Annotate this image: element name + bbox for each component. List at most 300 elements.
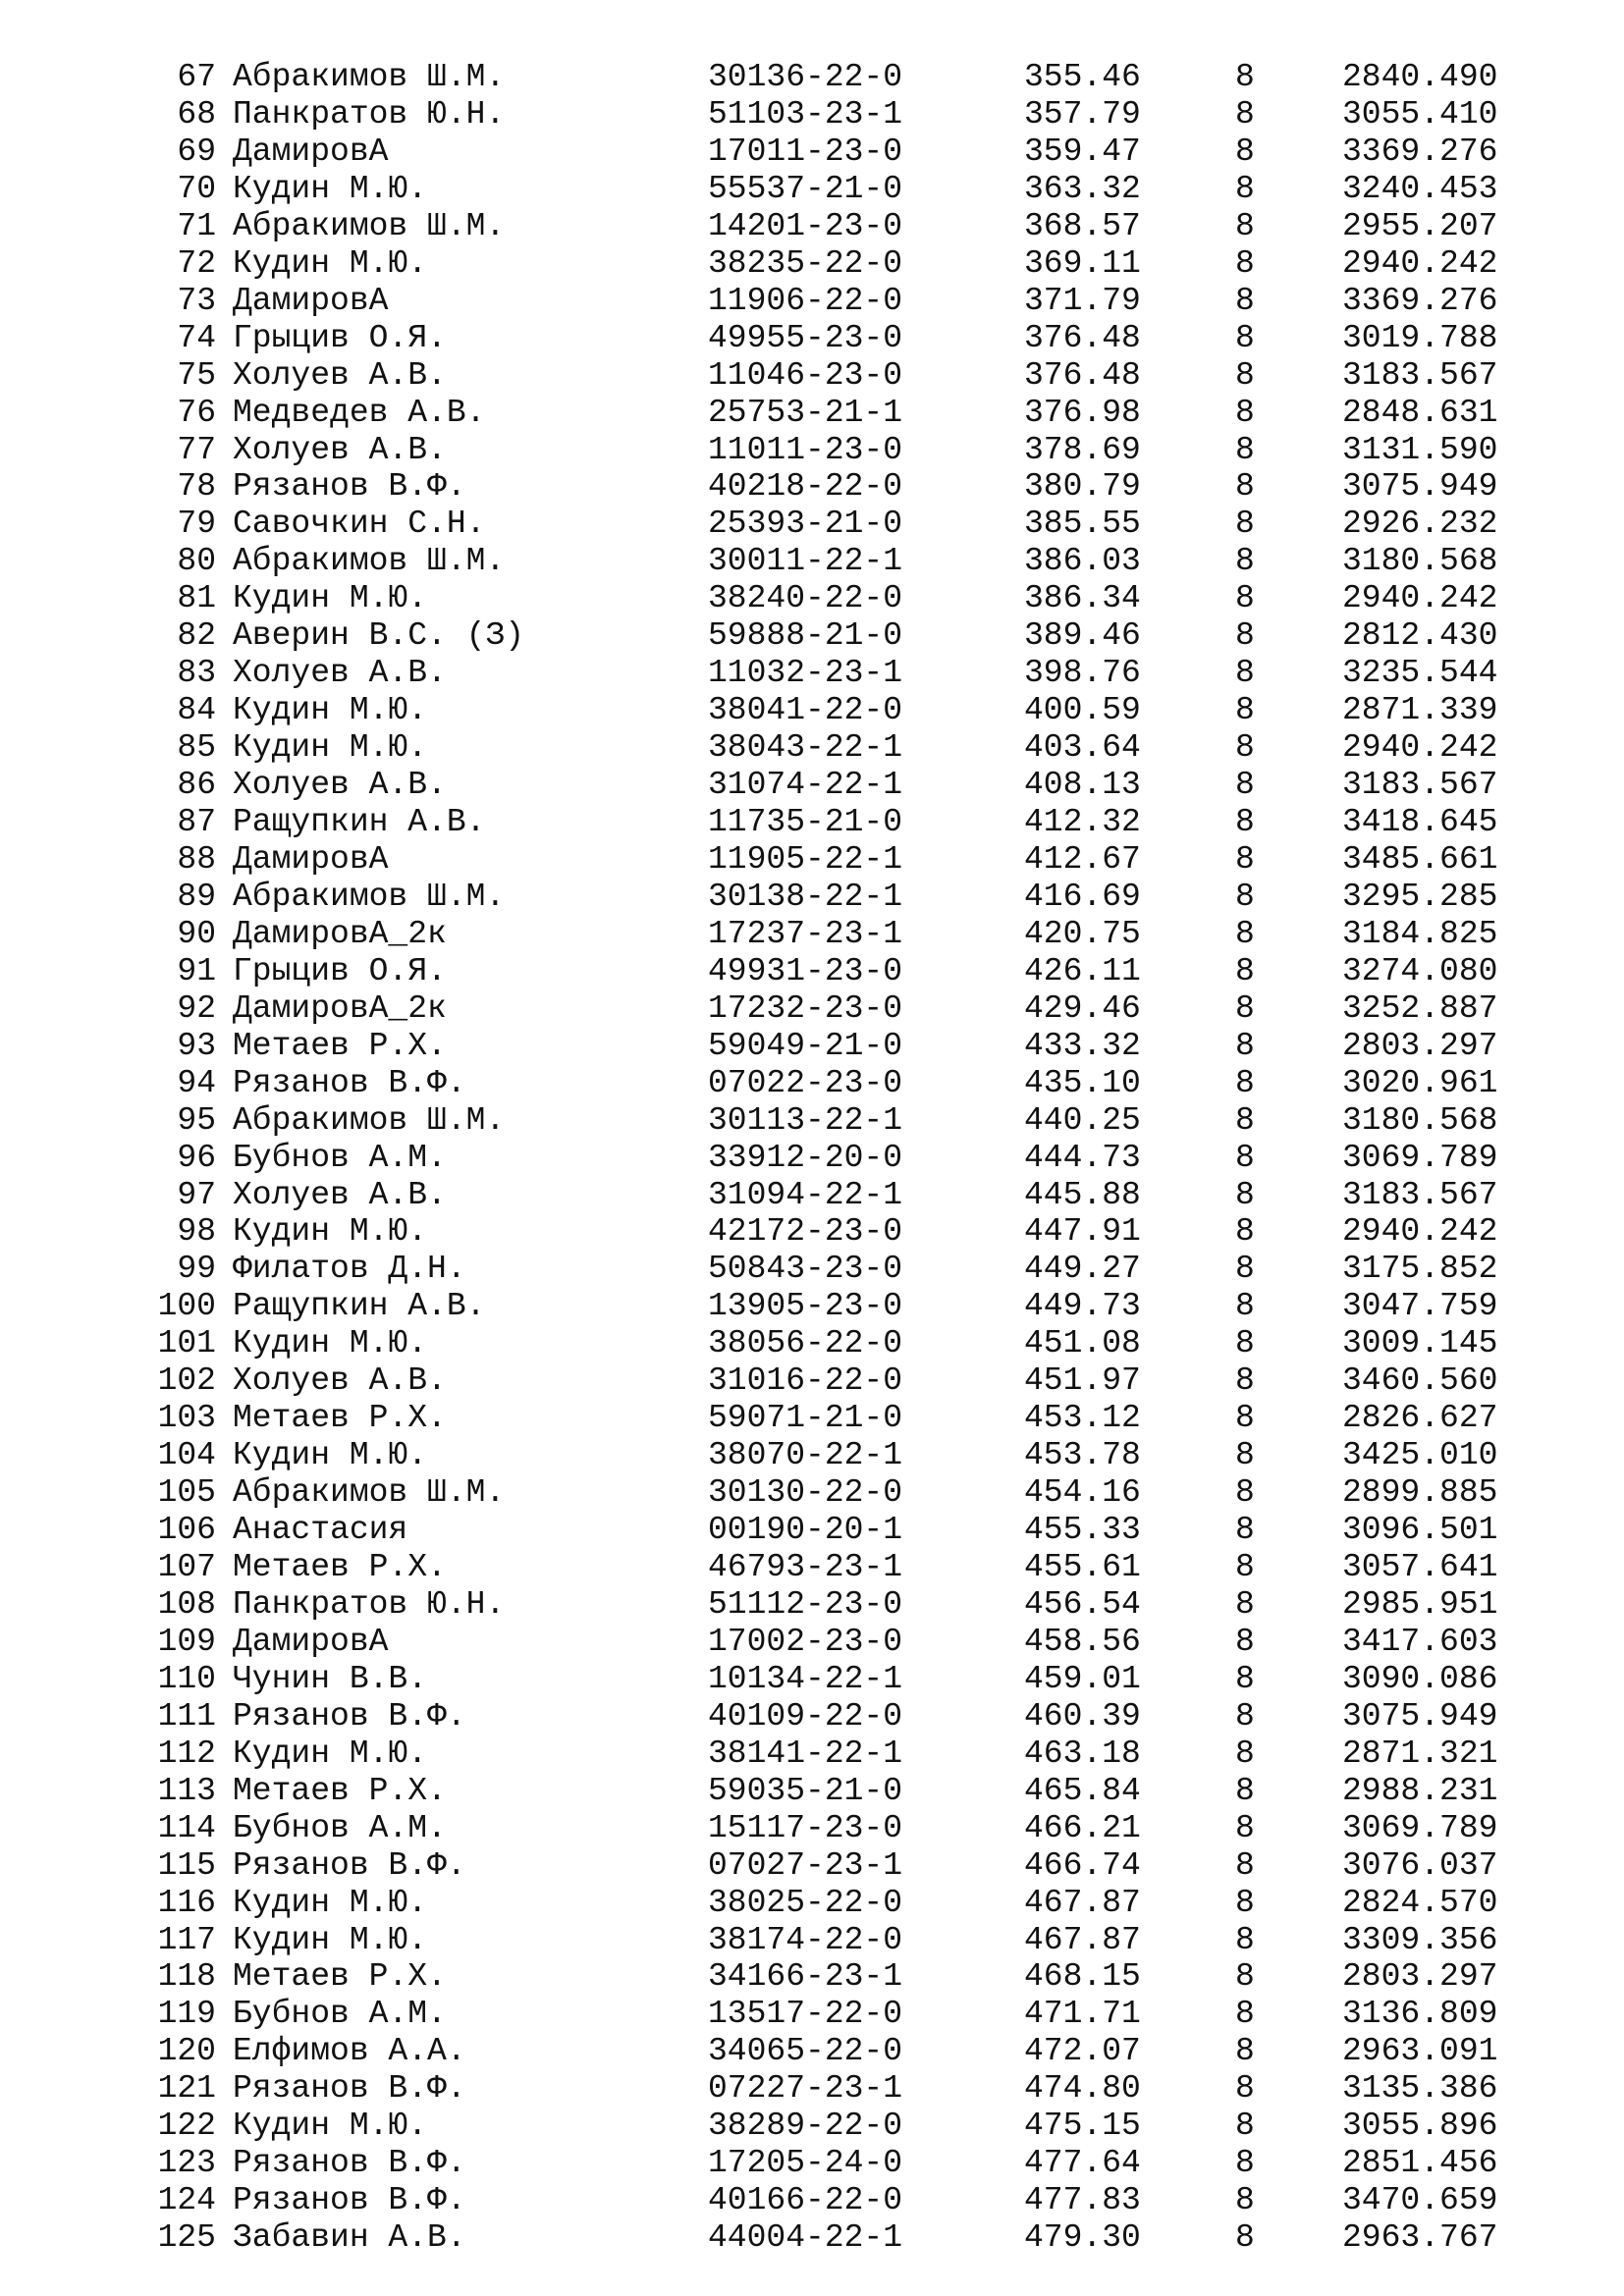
table-row bbox=[0, 432, 1624, 469]
row-code: 07227-23-1 bbox=[708, 2070, 903, 2108]
row-number: 120 bbox=[157, 2033, 216, 2070]
row-category: 8 bbox=[1235, 2033, 1255, 2070]
table-row bbox=[0, 916, 1624, 953]
row-category: 8 bbox=[1235, 1809, 1255, 1846]
row-name: Медведев А.В. bbox=[233, 394, 486, 431]
row-category: 8 bbox=[1235, 655, 1255, 692]
row-total: 2955.207 bbox=[1342, 207, 1498, 244]
row-name: Бубнов А.М. bbox=[233, 1996, 447, 2033]
row-total: 3183.567 bbox=[1342, 356, 1498, 394]
row-name: Абракимов Ш.М. bbox=[233, 1474, 506, 1512]
row-value: 429.46 bbox=[1024, 989, 1141, 1027]
row-total: 3180.568 bbox=[1342, 543, 1498, 580]
row-total: 2988.231 bbox=[1342, 1772, 1498, 1809]
row-value: 435.10 bbox=[1024, 1064, 1141, 1101]
row-number: 102 bbox=[157, 1362, 216, 1400]
row-category: 8 bbox=[1235, 1623, 1255, 1660]
row-category: 8 bbox=[1235, 319, 1255, 356]
row-name: Кудин М.Ю. bbox=[233, 2108, 428, 2145]
row-number: 94 bbox=[177, 1064, 216, 1101]
row-code: 40218-22-0 bbox=[708, 468, 903, 506]
row-value: 376.98 bbox=[1024, 394, 1141, 431]
row-number: 125 bbox=[157, 2219, 216, 2257]
row-name: Грыцив О.Я. bbox=[233, 319, 447, 356]
row-name: Бубнов А.М. bbox=[233, 1139, 447, 1176]
row-name: Холуев А.В. bbox=[233, 655, 447, 692]
row-category: 8 bbox=[1235, 1996, 1255, 2033]
table-row bbox=[0, 59, 1624, 96]
table-row bbox=[0, 1735, 1624, 1773]
row-number: 115 bbox=[157, 1846, 216, 1884]
row-total: 3240.453 bbox=[1342, 170, 1498, 207]
row-category: 8 bbox=[1235, 729, 1255, 767]
row-code: 38056-22-0 bbox=[708, 1325, 903, 1362]
row-category: 8 bbox=[1235, 282, 1255, 319]
row-total: 3019.788 bbox=[1342, 319, 1498, 356]
row-category: 8 bbox=[1235, 133, 1255, 170]
row-number: 122 bbox=[157, 2108, 216, 2145]
row-total: 2926.232 bbox=[1342, 506, 1498, 543]
row-category: 8 bbox=[1235, 95, 1255, 133]
row-name: Метаев Р.Х. bbox=[233, 1958, 447, 1996]
row-total: 3075.949 bbox=[1342, 1697, 1498, 1735]
row-code: 38070-22-1 bbox=[708, 1437, 903, 1474]
row-name: Рязанов В.Ф. bbox=[233, 2182, 466, 2219]
table-row bbox=[0, 1177, 1624, 1214]
row-value: 453.78 bbox=[1024, 1437, 1141, 1474]
row-total: 2963.091 bbox=[1342, 2033, 1498, 2070]
table-row bbox=[0, 208, 1624, 245]
row-total: 3184.825 bbox=[1342, 915, 1498, 952]
row-name: Рязанов В.Ф. bbox=[233, 1697, 466, 1735]
row-code: 33912-20-0 bbox=[708, 1139, 903, 1176]
row-number: 101 bbox=[157, 1325, 216, 1362]
row-total: 2824.570 bbox=[1342, 1884, 1498, 1921]
row-total: 3235.544 bbox=[1342, 655, 1498, 692]
row-name: Рязанов В.Ф. bbox=[233, 2070, 466, 2108]
row-code: 07022-23-0 bbox=[708, 1064, 903, 1101]
row-code: 59035-21-0 bbox=[708, 1772, 903, 1809]
row-value: 447.91 bbox=[1024, 1213, 1141, 1251]
row-value: 380.79 bbox=[1024, 468, 1141, 506]
table-row bbox=[0, 1325, 1624, 1362]
row-name: ДамировА bbox=[233, 840, 389, 878]
row-category: 8 bbox=[1235, 244, 1255, 282]
row-code: 17002-23-0 bbox=[708, 1623, 903, 1660]
row-number: 103 bbox=[157, 1400, 216, 1437]
row-name: Метаев Р.Х. bbox=[233, 1772, 447, 1809]
row-total: 3096.501 bbox=[1342, 1512, 1498, 1549]
table-row bbox=[0, 953, 1624, 990]
row-value: 463.18 bbox=[1024, 1735, 1141, 1772]
row-total: 3460.560 bbox=[1342, 1362, 1498, 1400]
row-category: 8 bbox=[1235, 1437, 1255, 1474]
row-number: 105 bbox=[157, 1474, 216, 1512]
row-total: 2899.885 bbox=[1342, 1474, 1498, 1512]
row-total: 3131.590 bbox=[1342, 431, 1498, 468]
table-row bbox=[0, 133, 1624, 171]
row-total: 2940.242 bbox=[1342, 244, 1498, 282]
row-code: 30138-22-1 bbox=[708, 878, 903, 915]
row-name: Абракимов Ш.М. bbox=[233, 543, 506, 580]
row-category: 8 bbox=[1235, 1474, 1255, 1512]
row-code: 59888-21-0 bbox=[708, 617, 903, 655]
table-row bbox=[0, 245, 1624, 283]
row-category: 8 bbox=[1235, 394, 1255, 431]
row-value: 454.16 bbox=[1024, 1474, 1141, 1512]
row-number: 85 bbox=[177, 729, 216, 767]
row-name: Рязанов В.Ф. bbox=[233, 2145, 466, 2182]
row-category: 8 bbox=[1235, 543, 1255, 580]
row-name: Кудин М.Ю. bbox=[233, 1213, 428, 1251]
row-name: Чунин В.В. bbox=[233, 1660, 428, 1697]
row-code: 11032-23-1 bbox=[708, 655, 903, 692]
row-code: 17232-23-0 bbox=[708, 989, 903, 1027]
row-number: 114 bbox=[157, 1809, 216, 1846]
row-code: 00190-20-1 bbox=[708, 1512, 903, 1549]
row-total: 3136.809 bbox=[1342, 1996, 1498, 2033]
row-value: 445.88 bbox=[1024, 1176, 1141, 1213]
row-category: 8 bbox=[1235, 2108, 1255, 2145]
row-code: 51103-23-1 bbox=[708, 95, 903, 133]
row-code: 17205-24-0 bbox=[708, 2145, 903, 2182]
row-total: 3075.949 bbox=[1342, 468, 1498, 506]
row-category: 8 bbox=[1235, 1288, 1255, 1325]
row-number: 95 bbox=[177, 1101, 216, 1139]
row-code: 31094-22-1 bbox=[708, 1176, 903, 1213]
table-row bbox=[0, 1140, 1624, 1177]
row-total: 3369.276 bbox=[1342, 282, 1498, 319]
table-row bbox=[0, 2033, 1624, 2070]
row-value: 472.07 bbox=[1024, 2033, 1141, 2070]
row-name: Абракимов Ш.М. bbox=[233, 207, 506, 244]
table-row bbox=[0, 990, 1624, 1028]
row-value: 369.11 bbox=[1024, 244, 1141, 282]
row-value: 444.73 bbox=[1024, 1139, 1141, 1176]
row-value: 433.32 bbox=[1024, 1027, 1141, 1064]
row-value: 467.87 bbox=[1024, 1921, 1141, 1958]
row-total: 3055.410 bbox=[1342, 95, 1498, 133]
row-name: Кудин М.Ю. bbox=[233, 1437, 428, 1474]
row-total: 2803.297 bbox=[1342, 1027, 1498, 1064]
row-category: 8 bbox=[1235, 1101, 1255, 1139]
row-number: 70 bbox=[177, 170, 216, 207]
row-total: 3069.789 bbox=[1342, 1139, 1498, 1176]
row-code: 38025-22-0 bbox=[708, 1884, 903, 1921]
row-code: 11735-21-0 bbox=[708, 804, 903, 840]
row-name: Абракимов Ш.М. bbox=[233, 878, 506, 915]
row-name: Филатов Д.Н. bbox=[233, 1251, 466, 1288]
row-total: 2851.456 bbox=[1342, 2145, 1498, 2182]
row-number: 107 bbox=[157, 1549, 216, 1585]
row-value: 376.48 bbox=[1024, 319, 1141, 356]
row-code: 30130-22-0 bbox=[708, 1474, 903, 1512]
table-row bbox=[0, 617, 1624, 655]
row-code: 30011-22-1 bbox=[708, 543, 903, 580]
row-number: 83 bbox=[177, 655, 216, 692]
row-category: 8 bbox=[1235, 1139, 1255, 1176]
row-category: 8 bbox=[1235, 468, 1255, 506]
row-code: 49931-23-0 bbox=[708, 952, 903, 989]
row-value: 477.64 bbox=[1024, 2145, 1141, 2182]
row-value: 468.15 bbox=[1024, 1958, 1141, 1996]
table-row bbox=[0, 506, 1624, 543]
table-row bbox=[0, 879, 1624, 916]
table-row bbox=[0, 96, 1624, 133]
row-value: 371.79 bbox=[1024, 282, 1141, 319]
row-number: 113 bbox=[157, 1772, 216, 1809]
row-total: 2871.321 bbox=[1342, 1735, 1498, 1772]
row-code: 38043-22-1 bbox=[708, 729, 903, 767]
table-row bbox=[0, 729, 1624, 767]
row-code: 15117-23-0 bbox=[708, 1809, 903, 1846]
table-row bbox=[0, 1474, 1624, 1512]
row-number: 106 bbox=[157, 1512, 216, 1549]
row-number: 88 bbox=[177, 840, 216, 878]
row-name: Метаев Р.Х. bbox=[233, 1027, 447, 1064]
row-number: 116 bbox=[157, 1884, 216, 1921]
row-total: 3425.010 bbox=[1342, 1437, 1498, 1474]
row-total: 3418.645 bbox=[1342, 804, 1498, 840]
row-value: 389.46 bbox=[1024, 617, 1141, 655]
row-name: Холуев А.В. bbox=[233, 1176, 447, 1213]
table-row bbox=[0, 1065, 1624, 1102]
row-code: 17237-23-1 bbox=[708, 915, 903, 952]
row-name: Абракимов Ш.М. bbox=[233, 59, 506, 95]
table-row bbox=[0, 2182, 1624, 2219]
row-value: 453.12 bbox=[1024, 1400, 1141, 1437]
row-code: 59049-21-0 bbox=[708, 1027, 903, 1064]
row-name: Метаев Р.Х. bbox=[233, 1549, 447, 1585]
table-row bbox=[0, 1885, 1624, 1922]
row-code: 34166-23-1 bbox=[708, 1958, 903, 1996]
row-category: 8 bbox=[1235, 915, 1255, 952]
row-number: 121 bbox=[157, 2070, 216, 2108]
row-name: Кудин М.Ю. bbox=[233, 729, 428, 767]
row-category: 8 bbox=[1235, 1549, 1255, 1585]
row-total: 2803.297 bbox=[1342, 1958, 1498, 1996]
table-row bbox=[0, 1922, 1624, 1959]
row-value: 455.61 bbox=[1024, 1549, 1141, 1585]
row-name: Кудин М.Ю. bbox=[233, 170, 428, 207]
row-code: 11906-22-0 bbox=[708, 282, 903, 319]
row-value: 458.56 bbox=[1024, 1623, 1141, 1660]
row-code: 38235-22-0 bbox=[708, 244, 903, 282]
row-total: 2985.951 bbox=[1342, 1585, 1498, 1623]
row-code: 38041-22-0 bbox=[708, 692, 903, 729]
row-number: 118 bbox=[157, 1958, 216, 1996]
row-code: 38289-22-0 bbox=[708, 2108, 903, 2145]
row-value: 479.30 bbox=[1024, 2219, 1141, 2257]
row-value: 385.55 bbox=[1024, 506, 1141, 543]
row-number: 77 bbox=[177, 431, 216, 468]
row-number: 71 bbox=[177, 207, 216, 244]
table-row bbox=[0, 1661, 1624, 1698]
row-category: 8 bbox=[1235, 1027, 1255, 1064]
row-number: 109 bbox=[157, 1623, 216, 1660]
row-total: 3183.567 bbox=[1342, 1176, 1498, 1213]
row-category: 8 bbox=[1235, 1325, 1255, 1362]
row-number: 81 bbox=[177, 580, 216, 617]
row-total: 3470.659 bbox=[1342, 2182, 1498, 2219]
row-name: Холуев А.В. bbox=[233, 431, 447, 468]
row-name: ДамировА bbox=[233, 282, 389, 319]
row-name: Кудин М.Ю. bbox=[233, 580, 428, 617]
table-row bbox=[0, 320, 1624, 357]
row-value: 449.73 bbox=[1024, 1288, 1141, 1325]
row-number: 80 bbox=[177, 543, 216, 580]
table-row bbox=[0, 655, 1624, 692]
row-value: 474.80 bbox=[1024, 2070, 1141, 2108]
table-row bbox=[0, 2070, 1624, 2108]
row-total: 3055.896 bbox=[1342, 2108, 1498, 2145]
row-name: Рязанов В.Ф. bbox=[233, 468, 466, 506]
row-total: 3252.887 bbox=[1342, 989, 1498, 1027]
row-total: 2826.627 bbox=[1342, 1400, 1498, 1437]
row-value: 471.71 bbox=[1024, 1996, 1141, 2033]
table-row bbox=[0, 1773, 1624, 1810]
row-total: 3135.386 bbox=[1342, 2070, 1498, 2108]
row-total: 3057.641 bbox=[1342, 1549, 1498, 1585]
row-value: 475.15 bbox=[1024, 2108, 1141, 2145]
row-value: 376.48 bbox=[1024, 356, 1141, 394]
row-name: Грыцив О.Я. bbox=[233, 952, 447, 989]
row-code: 59071-21-0 bbox=[708, 1400, 903, 1437]
row-name: ДамировА_2к bbox=[233, 989, 447, 1027]
row-total: 3183.567 bbox=[1342, 767, 1498, 804]
row-total: 2840.490 bbox=[1342, 59, 1498, 95]
row-value: 465.84 bbox=[1024, 1772, 1141, 1809]
row-value: 455.33 bbox=[1024, 1512, 1141, 1549]
row-value: 355.46 bbox=[1024, 59, 1141, 95]
table-row bbox=[0, 841, 1624, 879]
row-number: 78 bbox=[177, 468, 216, 506]
row-category: 8 bbox=[1235, 1846, 1255, 1884]
row-code: 07027-23-1 bbox=[708, 1846, 903, 1884]
row-value: 451.08 bbox=[1024, 1325, 1141, 1362]
table-row bbox=[0, 1288, 1624, 1325]
row-category: 8 bbox=[1235, 1213, 1255, 1251]
row-value: 467.87 bbox=[1024, 1884, 1141, 1921]
row-number: 100 bbox=[157, 1288, 216, 1325]
row-total: 2940.242 bbox=[1342, 580, 1498, 617]
row-value: 398.76 bbox=[1024, 655, 1141, 692]
table-row bbox=[0, 1362, 1624, 1400]
row-name: Кудин М.Ю. bbox=[233, 1325, 428, 1362]
row-value: 420.75 bbox=[1024, 915, 1141, 952]
row-value: 368.57 bbox=[1024, 207, 1141, 244]
row-total: 3274.080 bbox=[1342, 952, 1498, 989]
row-code: 31074-22-1 bbox=[708, 767, 903, 804]
row-number: 86 bbox=[177, 767, 216, 804]
table-row bbox=[0, 1512, 1624, 1549]
row-number: 117 bbox=[157, 1921, 216, 1958]
row-code: 40109-22-0 bbox=[708, 1697, 903, 1735]
row-number: 110 bbox=[157, 1660, 216, 1697]
row-total: 2940.242 bbox=[1342, 1213, 1498, 1251]
row-category: 8 bbox=[1235, 952, 1255, 989]
row-name: ДамировА bbox=[233, 1623, 389, 1660]
row-code: 44004-22-1 bbox=[708, 2219, 903, 2257]
table-row bbox=[0, 2219, 1624, 2257]
row-total: 2963.767 bbox=[1342, 2219, 1498, 2257]
row-name: Ращупкин А.В. bbox=[233, 804, 486, 840]
row-total: 2871.339 bbox=[1342, 692, 1498, 729]
row-code: 38174-22-0 bbox=[708, 1921, 903, 1958]
row-number: 69 bbox=[177, 133, 216, 170]
row-value: 386.03 bbox=[1024, 543, 1141, 580]
table-row bbox=[0, 1586, 1624, 1624]
row-name: Кудин М.Ю. bbox=[233, 244, 428, 282]
row-name: Кудин М.Ю. bbox=[233, 1921, 428, 1958]
row-category: 8 bbox=[1235, 1884, 1255, 1921]
table-row bbox=[0, 1996, 1624, 2033]
table-row bbox=[0, 283, 1624, 320]
row-value: 357.79 bbox=[1024, 95, 1141, 133]
row-category: 8 bbox=[1235, 207, 1255, 244]
row-value: 460.39 bbox=[1024, 1697, 1141, 1735]
row-total: 2940.242 bbox=[1342, 729, 1498, 767]
row-number: 124 bbox=[157, 2182, 216, 2219]
table-row bbox=[0, 1437, 1624, 1474]
row-name: Холуев А.В. bbox=[233, 356, 447, 394]
row-number: 67 bbox=[177, 59, 216, 95]
row-value: 412.67 bbox=[1024, 840, 1141, 878]
row-name: Метаев Р.Х. bbox=[233, 1400, 447, 1437]
row-value: 400.59 bbox=[1024, 692, 1141, 729]
row-total: 3076.037 bbox=[1342, 1846, 1498, 1884]
row-code: 17011-23-0 bbox=[708, 133, 903, 170]
table-row bbox=[0, 692, 1624, 729]
row-code: 13905-23-0 bbox=[708, 1288, 903, 1325]
row-category: 8 bbox=[1235, 2219, 1255, 2257]
row-total: 3175.852 bbox=[1342, 1251, 1498, 1288]
row-total: 3295.285 bbox=[1342, 878, 1498, 915]
row-name: Анастасия bbox=[233, 1512, 408, 1549]
row-category: 8 bbox=[1235, 431, 1255, 468]
table-row bbox=[0, 171, 1624, 208]
row-number: 92 bbox=[177, 989, 216, 1027]
row-category: 8 bbox=[1235, 804, 1255, 840]
row-category: 8 bbox=[1235, 617, 1255, 655]
table-row bbox=[0, 1958, 1624, 1996]
row-category: 8 bbox=[1235, 1176, 1255, 1213]
table-row bbox=[0, 357, 1624, 395]
row-number: 84 bbox=[177, 692, 216, 729]
row-code: 40166-22-0 bbox=[708, 2182, 903, 2219]
row-total: 2812.430 bbox=[1342, 617, 1498, 655]
row-number: 79 bbox=[177, 506, 216, 543]
row-number: 97 bbox=[177, 1176, 216, 1213]
row-category: 8 bbox=[1235, 1585, 1255, 1623]
row-name: Рязанов В.Ф. bbox=[233, 1064, 466, 1101]
table-row bbox=[0, 395, 1624, 432]
row-category: 8 bbox=[1235, 356, 1255, 394]
table-row bbox=[0, 1251, 1624, 1288]
row-category: 8 bbox=[1235, 1660, 1255, 1697]
row-number: 104 bbox=[157, 1437, 216, 1474]
row-total: 3090.086 bbox=[1342, 1660, 1498, 1697]
row-name: Холуев А.В. bbox=[233, 1362, 447, 1400]
row-name: Холуев А.В. bbox=[233, 767, 447, 804]
row-value: 363.32 bbox=[1024, 170, 1141, 207]
row-category: 8 bbox=[1235, 692, 1255, 729]
row-name: Бубнов А.М. bbox=[233, 1809, 447, 1846]
row-total: 3047.759 bbox=[1342, 1288, 1498, 1325]
row-value: 466.74 bbox=[1024, 1846, 1141, 1884]
row-category: 8 bbox=[1235, 2070, 1255, 2108]
row-code: 34065-22-0 bbox=[708, 2033, 903, 2070]
